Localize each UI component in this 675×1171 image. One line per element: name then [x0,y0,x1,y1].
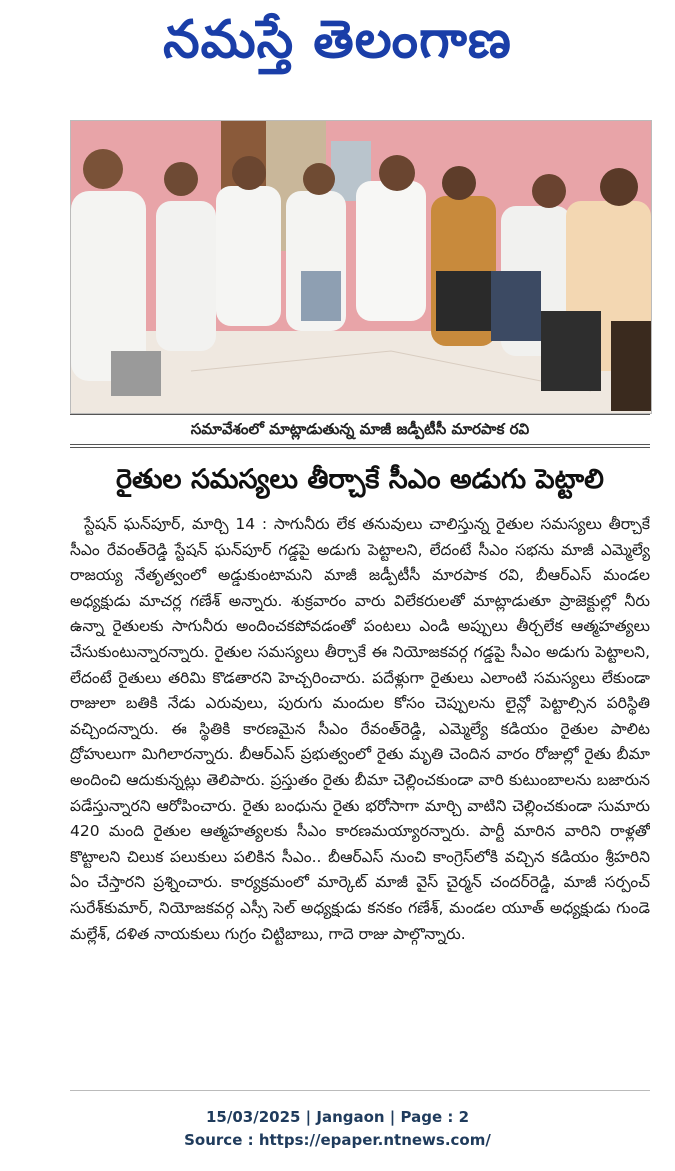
caption-rule [70,414,650,415]
newspaper-masthead [0,0,675,92]
caption-rule [70,444,650,445]
news-photo [70,120,652,414]
article-body: స్టేషన్ ఘన్‌పూర్, మార్చి 14 : సాగునీరు లేక తనువులు చాలిస్తున్న రైతుల సమస్యలు తీర్చాకే సీఎం రేవంత్‌రెడ్డి స్టేషన్ ఘన్‌పూర్ గడ్డపై అడుగు పెట్టాలని, లేదంటే సీఎం సభను మాజీ ఎమ్మెల్యే రాజయ్య నేతృత్వంలో అడ్డుకుంటామని మాజీ జడ్పీటీసీ మారపాక రవి, బీఆర్‌ఎస్ మండల అధ్యక్షుడు మాచర్ల గణేశ్ అన్నారు. శుక్రవారం వారు విలేకరులతో మాట్లాడుతూ ప్రాజెక్టుల్లో నీరు ఉన్నా రైతులకు సాగునీరు అందించకపోవడంతో పంటలు ఎండి అప్పులు తీర్చలేక ఆత్మహత్యలు చేసుకుంటున్నారన్నారు. రైతుల సమస్యలు తీర్చాకే ఈ నియోజకవర్గ గడ్డపై సీఎం అడుగు పెట్టాలని, లేదంటే రైతులు తరిమి కొడతారని హెచ్చరించారు. పదేళ్లుగా రైతులు ఎలాంటి సమస్యలు లేకుండా రాజులా బతికి నేడు ఎరువులు, పురుగు మందుల కోసం చెప్పులను లైన్లో పెట్టాల్సిన పరిస్థితి వచ్చిందన్నారు. ఈ స్థితికి కారణమైన సీఎం రేవంత్‌రెడ్డి, ఎమ్మెల్యే కడియం రైతుల పాలిట ద్రోహులుగా మిగిలారన్నారు. బీఆర్‌ఎస్ ప్రభుత్వంలో రైతు మృతి చెందిన వారం రోజుల్లో రైతు బీమా అందించి ఆదుకున్నట్లు తెలిపారు. ప్రస్తుతం రైతు బీమా చెల్లించకుండా వారి కుటుంబాలను బజారున పడేస్తున్నారని ఆరోపించారు. రైతు బంధును రైతు భరోసాగా మార్చి వాటిని చెల్లించకుండా సుమారు 420 మంది రైతుల ఆత్మహత్యలకు సీఎం కారణమయ్యారన్నారు. పార్టీ మారిన వారిని రాళ్లతో కొట్టాలని చిలుక పలుకులు పలికిన సీఎం.. బీఆర్‌ఎస్ నుంచి కాంగ్రెస్‌లోకి వచ్చిన కడియం శ్రీహరిని ఏం చేస్తారని ప్రశ్నించారు. కార్యక్రమంలో మార్కెట్ మాజీ వైస్ చైర్మన్ చందర్‌రెడ్డి, మాజీ సర్పంచ్ సురేశ్‌కుమార్, నియోజకవర్గ ఎస్సీ సెల్ అధ్యక్షుడు కనకం గణేశ్, మండల యూత్ అధ్యక్షుడు గుండె మల్లేశ్, దళిత నాయకులు గుగ్రం చిట్టిబాబు, గాదె రాజు పాల్గొన్నారు. [70,515,650,943]
edition-info: 15/03/2025 | Jangaon | Page : 2 [205,1108,470,1126]
photo-caption: సమావేశంలో మాట్లాడుతున్న మాజీ జడ్పీటీసీ మారపాక రవి [190,420,530,438]
article-end-rule [70,1090,650,1091]
caption-rule [70,447,650,448]
masthead-title: నమస్తే తెలంగాణ [163,9,512,70]
source-link[interactable]: Source : https://epaper.ntnews.com/ [184,1131,491,1149]
article-headline: రైతుల సమస్యలు తీర్చాకే సీఎం అడుగు పెట్టాలి [116,464,604,495]
